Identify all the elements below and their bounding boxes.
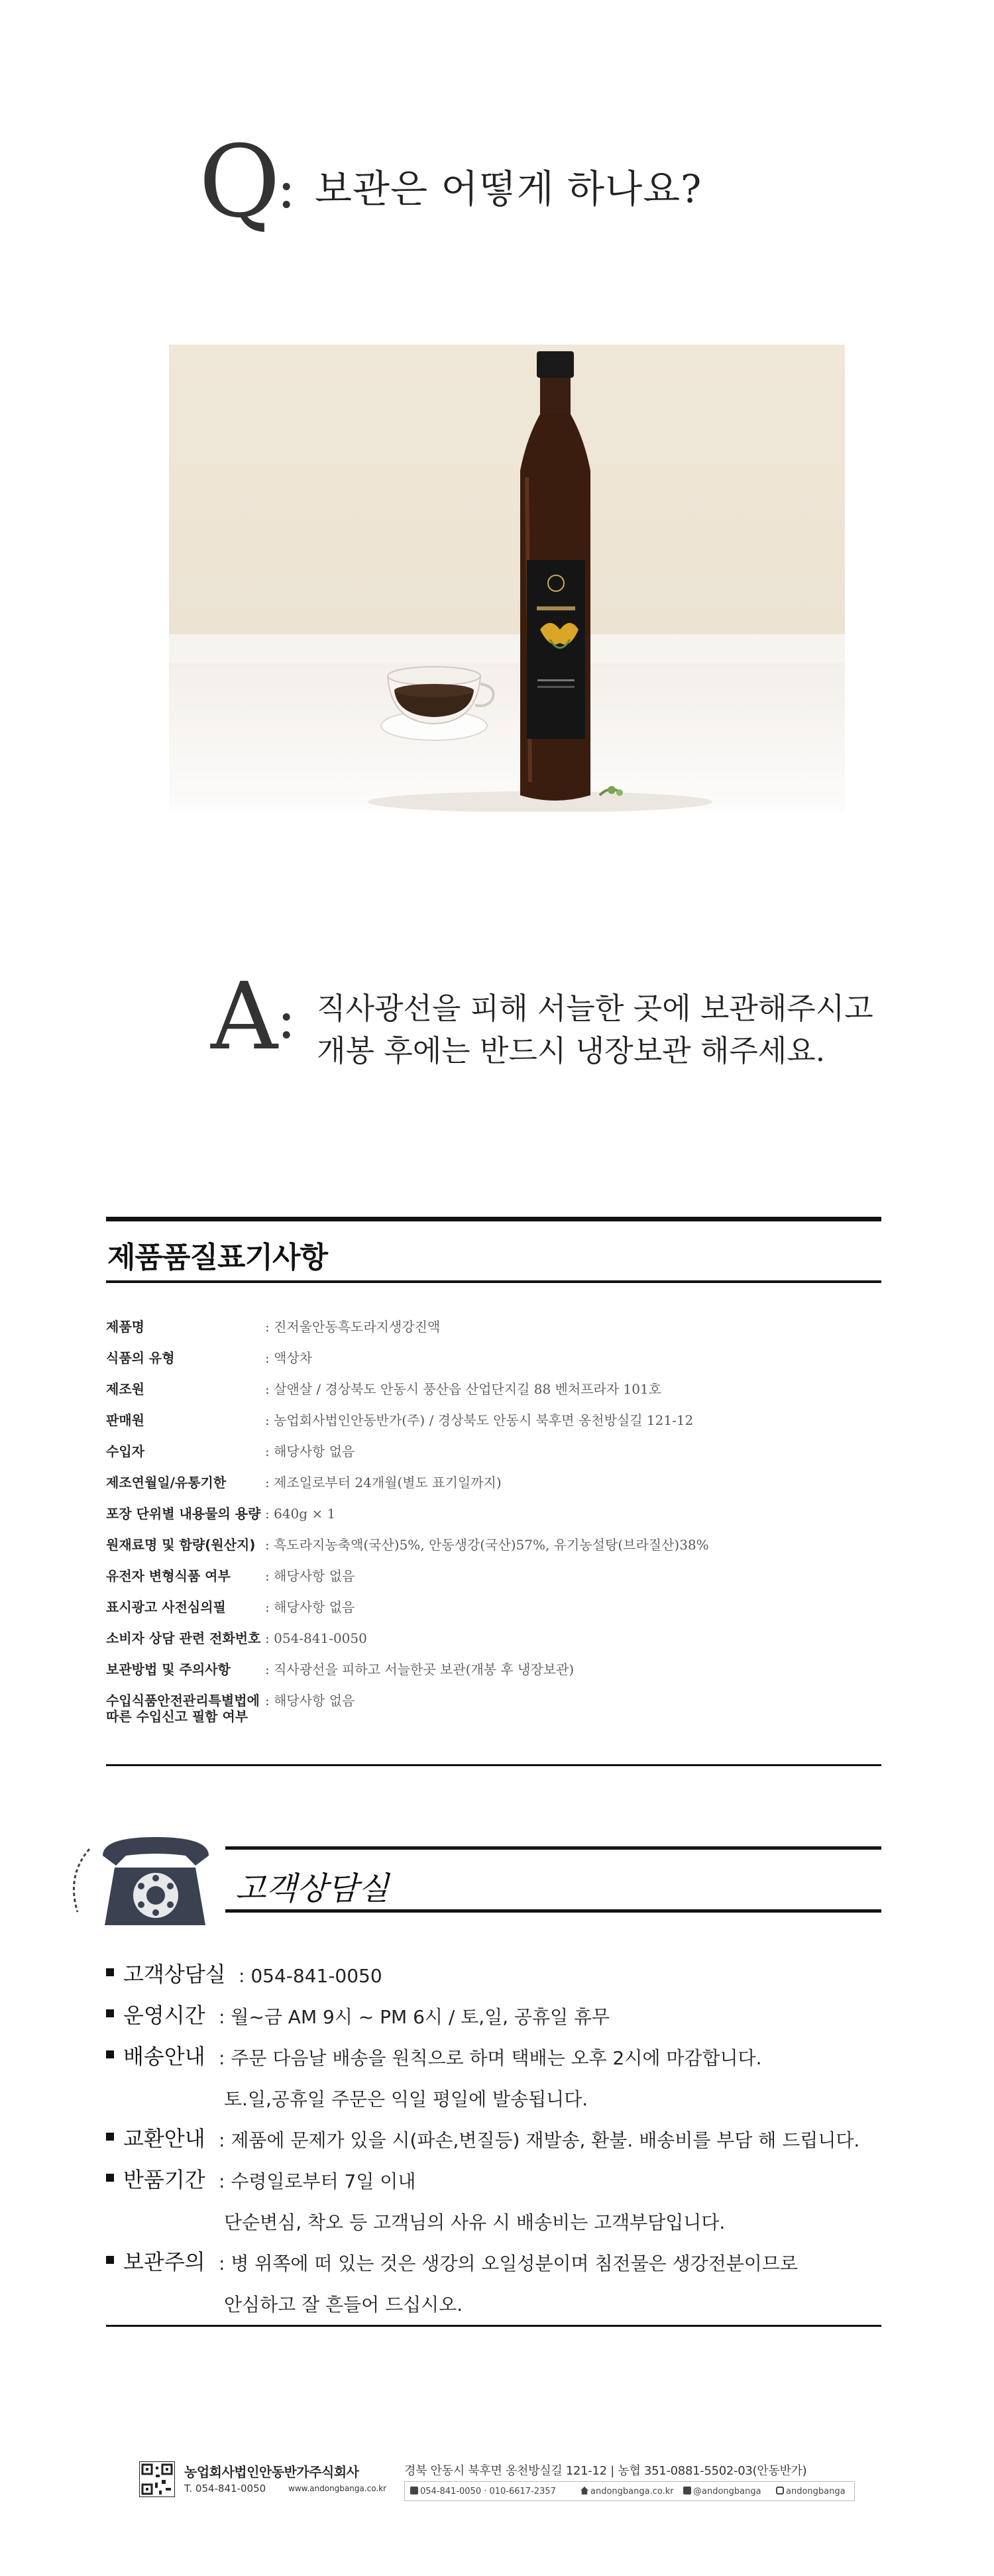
footer-phone: 054-841-0050 · 010-6617-2357 bbox=[410, 2487, 556, 2496]
spec-value: : 해당사항 없음 bbox=[265, 1568, 355, 1584]
facebook-icon bbox=[683, 2487, 691, 2494]
product-bottle bbox=[520, 351, 590, 801]
cs-item-value: : 제품에 문제가 있을 시(파손,변질등) 재발송, 환불. 배송비를 부담 해 드립니다. bbox=[219, 2129, 860, 2151]
cs-item-label: 보관주의 bbox=[123, 2249, 205, 2274]
answer-line-1: 직사광선을 피해 서늘한 곳에 보관해주시고 bbox=[317, 991, 873, 1026]
footer-company: 농업회사법인안동반가주식회사 bbox=[184, 2464, 359, 2480]
a-colon: : bbox=[277, 986, 296, 1051]
spec-value: : 액상차 bbox=[265, 1350, 313, 1366]
question-text: 보관은 어떻게 하나요? bbox=[315, 166, 702, 211]
spec-value: : 해당사항 없음 bbox=[265, 1599, 355, 1615]
instagram-icon bbox=[776, 2487, 784, 2494]
spec-label-line-2: 따른 수입신고 필함 여부 bbox=[106, 1708, 248, 1724]
spec-value: : 해당사항 없음 bbox=[265, 1693, 355, 1708]
spec-label: 수입자 bbox=[106, 1443, 144, 1459]
spec-label: 제조원 bbox=[106, 1381, 144, 1397]
cs-divider bbox=[106, 2325, 881, 2327]
spec-label: 제품명 bbox=[106, 1319, 144, 1335]
spec-divider bbox=[106, 1764, 881, 1766]
footer bbox=[139, 2459, 855, 2512]
cs-item-value: : 054-841-0050 bbox=[239, 1965, 382, 1987]
qr-code-icon bbox=[139, 2461, 175, 2497]
spec-label: 원재료명 및 함량(원산지) bbox=[106, 1537, 256, 1553]
spec-value: : 640g × 1 bbox=[265, 1506, 336, 1522]
answer-line-2: 개봉 후에는 반드시 냉장보관 해주세요. bbox=[317, 1033, 826, 1068]
spec-value: : 살앤살 / 경상북도 안동시 풍산읍 산업단지길 88 벤처프라자 101호 bbox=[265, 1381, 661, 1397]
spec-label: 식품의 유형 bbox=[106, 1350, 175, 1366]
spec-label: 소비자 상담 관련 전화번호 bbox=[106, 1630, 261, 1646]
bullet-icon bbox=[106, 1968, 114, 1976]
footer-website[interactable]: www.andongbanga.co.kr bbox=[288, 2484, 387, 2493]
footer-facebook[interactable]: @andongbanga bbox=[683, 2487, 761, 2496]
bullet-icon bbox=[106, 2050, 114, 2058]
product-photo bbox=[169, 345, 845, 812]
answer-block bbox=[211, 963, 940, 1080]
cs-item-value: : 수령일로부터 7일 이내 bbox=[219, 2170, 416, 2192]
cs-item-label: 운영시간 bbox=[123, 2003, 205, 2028]
cs-item-label: 반품기간 bbox=[123, 2167, 205, 2192]
footer-homepage[interactable]: andongbanga.co.kr bbox=[580, 2487, 674, 2496]
q-colon: : bbox=[277, 156, 296, 221]
cs-title: 고객상담실 bbox=[235, 1870, 389, 1907]
footer-contacts bbox=[404, 2481, 855, 2501]
bullet-icon bbox=[106, 2256, 114, 2264]
home-icon bbox=[580, 2487, 588, 2494]
spec-label bbox=[106, 1693, 262, 1724]
spec-value: : 해당사항 없음 bbox=[265, 1443, 355, 1459]
spec-value: : 제조일로부터 24개월(별도 표기일까지) bbox=[265, 1475, 502, 1490]
spec-label: 판매원 bbox=[106, 1412, 144, 1428]
cs-item-value: : 병 위쪽에 떠 있는 것은 생강의 오일성분이며 침전물은 생강전분이므로 bbox=[219, 2253, 798, 2274]
telephone-icon bbox=[63, 1829, 219, 1929]
question-block bbox=[199, 125, 861, 240]
phone-icon bbox=[410, 2487, 418, 2494]
cs-item-value-line2: 안심하고 잘 흔들어 드십시오. bbox=[224, 2294, 463, 2316]
cs-header bbox=[225, 1846, 881, 1913]
cs-item-value-line2: 단순변심, 착오 등 고객님의 사유 시 배송비는 고객부담입니다. bbox=[224, 2212, 726, 2233]
footer-address: 경북 안동시 북후면 옹천방실길 121-12 | 농협 351-0881-5502-03(안동반가) bbox=[404, 2464, 807, 2478]
spec-value: : 흑도라지농축액(국산)5%, 안동생강(국산)57%, 유기농설탕(브라질산)38% bbox=[265, 1537, 709, 1553]
footer-instagram[interactable]: andongbanga bbox=[776, 2487, 846, 2496]
cs-item-value: : 주문 다음날 배송을 원칙으로 하며 택배는 오후 2시에 마감합니다. bbox=[219, 2047, 762, 2069]
bullet-icon bbox=[106, 2174, 114, 2182]
a-letter: A bbox=[211, 963, 278, 1071]
spec-label: 제조연월일/유통기한 bbox=[106, 1475, 227, 1490]
tea-cup bbox=[381, 667, 494, 740]
cs-item-label: 고객상담실 bbox=[123, 1962, 226, 1987]
spec-label: 보관방법 및 주의사항 bbox=[106, 1661, 231, 1677]
spec-value: : 진저울안동흑도라지생강진액 bbox=[265, 1319, 441, 1335]
cs-item-label: 교환안내 bbox=[123, 2126, 205, 2151]
cs-item-value-line2: 토.일,공휴일 주문은 익일 평일에 발송됩니다. bbox=[224, 2088, 588, 2110]
bullet-icon bbox=[106, 2133, 114, 2141]
bullet-icon bbox=[106, 2009, 114, 2017]
spec-label: 유전자 변형식품 여부 bbox=[106, 1568, 231, 1584]
q-letter: Q bbox=[199, 125, 280, 240]
answer-text bbox=[317, 987, 873, 1072]
spec-title: 제품품질표기사항 bbox=[107, 1241, 328, 1274]
footer-tel: T. 054-841-0050 bbox=[184, 2483, 266, 2494]
spec-value: : 직사광선을 피하고 서늘한곳 보관(개봉 후 냉장보관) bbox=[265, 1661, 575, 1677]
spec-value: : 054-841-0050 bbox=[265, 1630, 367, 1646]
spec-label: 포장 단위별 내용물의 용량 bbox=[106, 1506, 261, 1522]
cs-item-label: 배송안내 bbox=[123, 2044, 205, 2069]
spec-label: 표시광고 사전심의필 bbox=[106, 1599, 226, 1615]
spec-label-line-1: 수입식품안전관리특별법에 bbox=[106, 1693, 260, 1708]
cs-item-value: : 월~금 AM 9시 ~ PM 6시 / 토,일, 공휴일 휴무 bbox=[219, 2006, 610, 2028]
spec-header bbox=[106, 1217, 881, 1283]
spec-value: : 농업회사법인안동반가(주) / 경상북도 안동시 북후면 옹천방실길 121-12 bbox=[265, 1412, 694, 1428]
